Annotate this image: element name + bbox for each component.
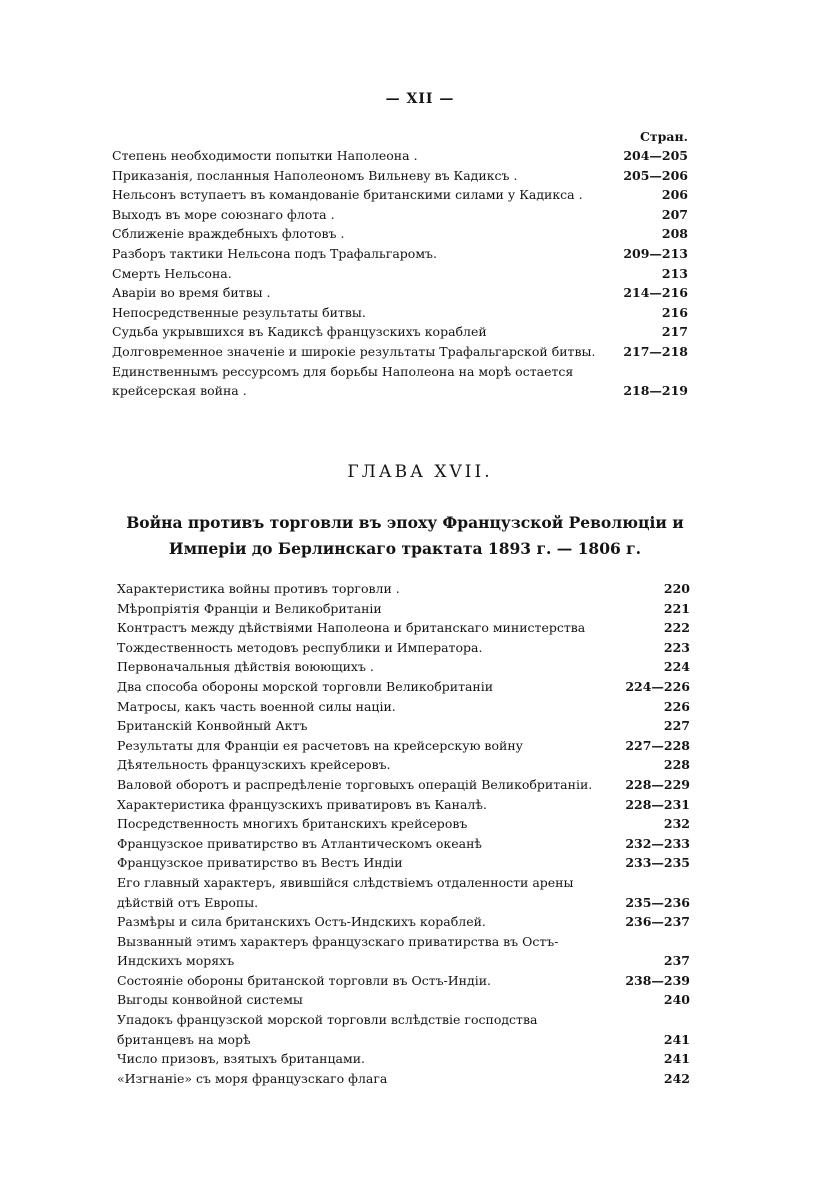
- toc-entry-text: Дѣятельность французскихъ крейсеровъ.: [117, 757, 391, 773]
- toc-entry-pages: 213: [661, 265, 688, 281]
- toc-entry: [117, 1069, 690, 1089]
- toc-entry-pages: 241: [663, 1031, 690, 1047]
- toc-entry-pages: 240: [663, 992, 690, 1008]
- toc-entry-text: Судьба укрывшихся въ Кадиксѣ французскихъ кораблей: [112, 324, 487, 340]
- toc-entry-text: Тождественность методовъ республики и Императора.: [117, 639, 483, 655]
- toc-entry-text: Разборъ тактики Нельсона подъ Трафальгаромъ.: [112, 245, 437, 261]
- toc-entry: [112, 362, 688, 401]
- toc-entry-text: «Изгнаніе» съ моря французскаго флага: [117, 1070, 388, 1086]
- toc-entry: [112, 322, 688, 342]
- toc-entry-text: Французское приватирство въ Атлантическомъ океанѣ: [117, 835, 482, 851]
- toc-entry-text: Размѣры и сила британскихъ Остъ-Индскихъ кораблей.: [117, 914, 486, 930]
- toc-entry: [117, 795, 690, 815]
- toc-entry-pages: 227—228: [625, 737, 690, 753]
- toc-entry-text: Сближеніе враждебныхъ флотовъ .: [112, 226, 345, 242]
- toc-entry-text: Вызванный этимъ характеръ французскаго приватирства въ Остъ-Индскихъ моряхъ: [117, 933, 559, 969]
- toc-entry-pages: 232—233: [625, 835, 690, 851]
- toc-entry: [117, 599, 690, 619]
- toc-entry-pages: 220: [663, 581, 690, 596]
- toc-entry-pages: 238—239: [625, 972, 690, 988]
- toc-entry-pages: 214—216: [623, 285, 688, 301]
- toc-entry-text: Непосредственные результаты битвы.: [112, 304, 366, 320]
- toc-entry: [117, 638, 690, 658]
- toc-entry: [117, 1010, 690, 1049]
- toc-entry: [112, 342, 688, 362]
- toc-entry-pages: 233—235: [625, 855, 690, 871]
- toc-entry-text: Британскій Конвойный Актъ: [117, 718, 308, 734]
- toc-entry-pages: 235—236: [625, 894, 690, 910]
- toc-entry: [117, 834, 690, 854]
- chapter-heading: ГЛАВА XVII.: [347, 462, 493, 482]
- toc-entry: [112, 264, 688, 284]
- toc-entry-pages: 228: [663, 757, 690, 773]
- toc-entry-pages: 236—237: [625, 914, 690, 930]
- toc-section-2: [117, 579, 690, 1088]
- toc-entry-pages: 241: [663, 1051, 690, 1067]
- toc-entry-pages: 228—231: [625, 796, 690, 812]
- toc-entry: [112, 146, 688, 166]
- toc-entry-text: Характеристика войны противъ торговли .: [117, 581, 400, 596]
- toc-entry-text: Матросы, какъ часть военной силы націи.: [117, 698, 396, 714]
- toc-entry: [117, 716, 690, 736]
- toc-section-1: [112, 146, 688, 401]
- toc-entry: [117, 775, 690, 795]
- toc-entry-pages: 237: [663, 953, 690, 969]
- toc-entry: [112, 283, 688, 303]
- toc-entry-text: Единственнымъ рессурсомъ для борьбы Наполеона на морѣ остается крейсерская война .: [112, 363, 574, 399]
- toc-entry-text: Посредственность многихъ британскихъ крейсеровъ: [117, 816, 468, 832]
- toc-entry-pages: 224: [663, 659, 690, 675]
- toc-entry: [112, 166, 688, 186]
- toc-entry-pages: 221: [663, 600, 690, 616]
- toc-entry-pages: 218—219: [623, 383, 688, 399]
- toc-entry-pages: 205—206: [623, 167, 688, 183]
- toc-entry-pages: 226: [663, 698, 690, 714]
- toc-entry-text: Аваріи во время битвы .: [112, 285, 271, 301]
- toc-entry-pages: 224—226: [625, 678, 690, 694]
- toc-entry-text: Выходъ въ море союзнаго флота .: [112, 206, 335, 222]
- page-number: — XII —: [385, 91, 455, 107]
- toc-entry: [117, 873, 690, 912]
- toc-entry: [117, 657, 690, 677]
- toc-entry: [112, 303, 688, 323]
- toc-entry-pages: 217: [661, 324, 688, 340]
- toc-entry-pages: 209—213: [623, 245, 688, 261]
- toc-entry: [117, 971, 690, 991]
- toc-entry-text: Смерть Нельсона.: [112, 265, 232, 281]
- toc-entry-pages: 242: [663, 1070, 690, 1086]
- toc-entry: [117, 853, 690, 873]
- toc-entry: [112, 185, 688, 205]
- toc-entry: [117, 1049, 690, 1069]
- toc-entry-pages: 216: [661, 304, 688, 320]
- toc-entry-text: Состояніе обороны британской торговли въ Остъ-Индіи.: [117, 972, 492, 988]
- toc-entry-pages: 223: [663, 639, 690, 655]
- toc-entry: [117, 814, 690, 834]
- toc-entry: [117, 932, 690, 971]
- toc-entry-pages: 204—205: [623, 148, 688, 163]
- toc-entry-pages: 228—229: [625, 776, 690, 792]
- toc-entry-text: Контрастъ между дѣйствіями Наполеона и британскаго министерства: [117, 620, 586, 636]
- toc-entry: [112, 205, 688, 225]
- toc-entry-pages: 208: [661, 226, 688, 242]
- toc-entry-text: Результаты для Франціи ея расчетовъ на крейсерскую войну: [117, 737, 524, 753]
- toc-entry-text: Нельсонъ вступаетъ въ командованіе британскими силами у Кадикса .: [112, 187, 583, 203]
- toc-entry-text: Долговременное значеніе и широкіе результаты Трафальгарской битвы.: [112, 343, 596, 359]
- toc-entry-pages: 232: [663, 816, 690, 832]
- toc-entry-pages: 207: [661, 206, 688, 222]
- toc-entry-pages: 227: [663, 718, 690, 734]
- toc-entry-pages: 217—218: [623, 343, 688, 359]
- toc-entry: [117, 618, 690, 638]
- toc-entry-text: Характеристика французскихъ приватировъ въ Каналѣ.: [117, 796, 487, 812]
- toc-entry: [112, 224, 688, 244]
- chapter-title: Война противъ торговли въ эпоху Французской Революціи и Имперіи до Берлинскаго трактата 1893 г. — 1806 г.: [126, 513, 684, 558]
- toc-entry-text: Число призовъ, взятыхъ британцами.: [117, 1051, 366, 1067]
- toc-entry-text: Валовой оборотъ и распредѣленіе торговыхъ операцій Великобританіи.: [117, 776, 593, 792]
- toc-entry-text: Два способа обороны морской торговли Великобританіи: [117, 678, 494, 694]
- toc-entry-pages: 206: [661, 187, 688, 203]
- toc-entry: [117, 579, 690, 599]
- toc-entry: [117, 677, 690, 697]
- toc-entry: [117, 697, 690, 717]
- pages-column-label: Стран.: [639, 129, 688, 144]
- toc-entry: [117, 755, 690, 775]
- toc-entry-text: Его главный характеръ, явившійся слѣдствіемъ отдаленности арены дѣйствій отъ Европы.: [117, 874, 574, 910]
- toc-entry: [117, 990, 690, 1010]
- toc-entry-text: Первоначальныя дѣйствія воюющихъ .: [117, 659, 374, 675]
- toc-entry: [117, 912, 690, 932]
- toc-entry: [117, 736, 690, 756]
- toc-entry-text: Мѣропріятія Франціи и Великобританіи: [117, 600, 382, 616]
- toc-entry-text: Степень необходимости попытки Наполеона .: [112, 148, 418, 163]
- toc-entry-text: Выгоды конвойной системы: [117, 992, 303, 1008]
- toc-entry-text: Французское приватирство въ Вестъ Индіи: [117, 855, 403, 871]
- toc-entry-text: Упадокъ французской морской торговли вслѣдствіе господства британцевъ на морѣ: [117, 1012, 538, 1047]
- toc-entry-pages: 222: [663, 620, 690, 636]
- toc-entry: [112, 244, 688, 264]
- toc-entry-text: Приказанія, посланныя Наполеономъ Вильневу въ Кадиксъ .: [112, 167, 518, 183]
